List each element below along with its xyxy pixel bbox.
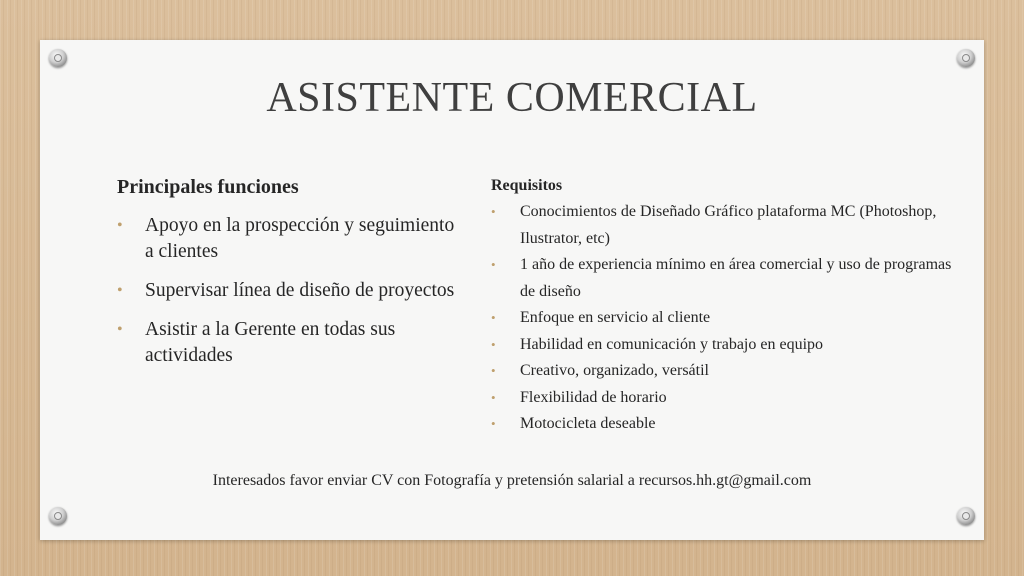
bullet-icon: •	[491, 416, 496, 431]
list-item	[491, 332, 961, 359]
contact-footer: Interesados favor enviar CV con Fotografía y pretensión salarial a recursos.hh.gt@gmail.com	[212, 472, 812, 489]
list-item-text: Conocimientos de Diseñado Gráfico plataforma MC (Photoshop, Ilustrator, etc)	[520, 203, 937, 247]
list-item-text: Enfoque en servicio al cliente	[520, 309, 711, 326]
functions-heading: Principales funciones	[117, 176, 299, 198]
functions-column	[117, 176, 457, 382]
slide-title: ASISTENTE COMERCIAL	[266, 75, 758, 121]
requirements-column	[491, 177, 961, 438]
list-item-text: Habilidad en comunicación y trabajo en equipo	[520, 335, 824, 353]
list-item-text: 1 año de experiencia mínimo en área comercial y uso de programas de diseño	[520, 256, 952, 300]
list-item-text: Apoyo en la prospección y seguimiento a clientes	[145, 215, 455, 262]
requirements-list	[491, 199, 961, 438]
screw-top-right-icon	[957, 49, 975, 67]
bullet-icon: •	[491, 389, 496, 405]
list-item-text: Creativo, organizado, versátil	[520, 362, 709, 379]
list-item-text: Supervisar línea de diseño de proyectos	[145, 280, 455, 301]
list-item	[491, 252, 961, 305]
bullet-icon: •	[491, 257, 496, 272]
bullet-icon: •	[491, 363, 496, 378]
list-item-text: Flexibilidad de horario	[520, 388, 667, 406]
bullet-icon: •	[491, 310, 496, 325]
bullet-icon: •	[117, 217, 123, 234]
list-item	[117, 317, 457, 369]
list-item	[117, 278, 457, 304]
list-item-text: Motocicleta deseable	[520, 415, 656, 432]
screw-top-left-icon	[49, 49, 67, 67]
list-item	[491, 411, 961, 438]
bullet-icon: •	[117, 282, 123, 299]
functions-list	[117, 213, 457, 369]
screw-bottom-left-icon	[49, 507, 67, 525]
bullet-icon: •	[117, 321, 123, 338]
screw-bottom-right-icon	[957, 507, 975, 525]
list-item	[491, 385, 961, 412]
list-item	[117, 213, 457, 265]
slide-card	[40, 40, 984, 540]
list-item	[491, 199, 961, 252]
requirements-heading: Requisitos	[491, 177, 563, 194]
bullet-icon: •	[491, 336, 496, 352]
list-item	[491, 358, 961, 385]
bullet-icon: •	[491, 204, 496, 219]
list-item-text: Asistir a la Gerente en todas sus actividades	[145, 319, 396, 366]
list-item	[491, 305, 961, 332]
